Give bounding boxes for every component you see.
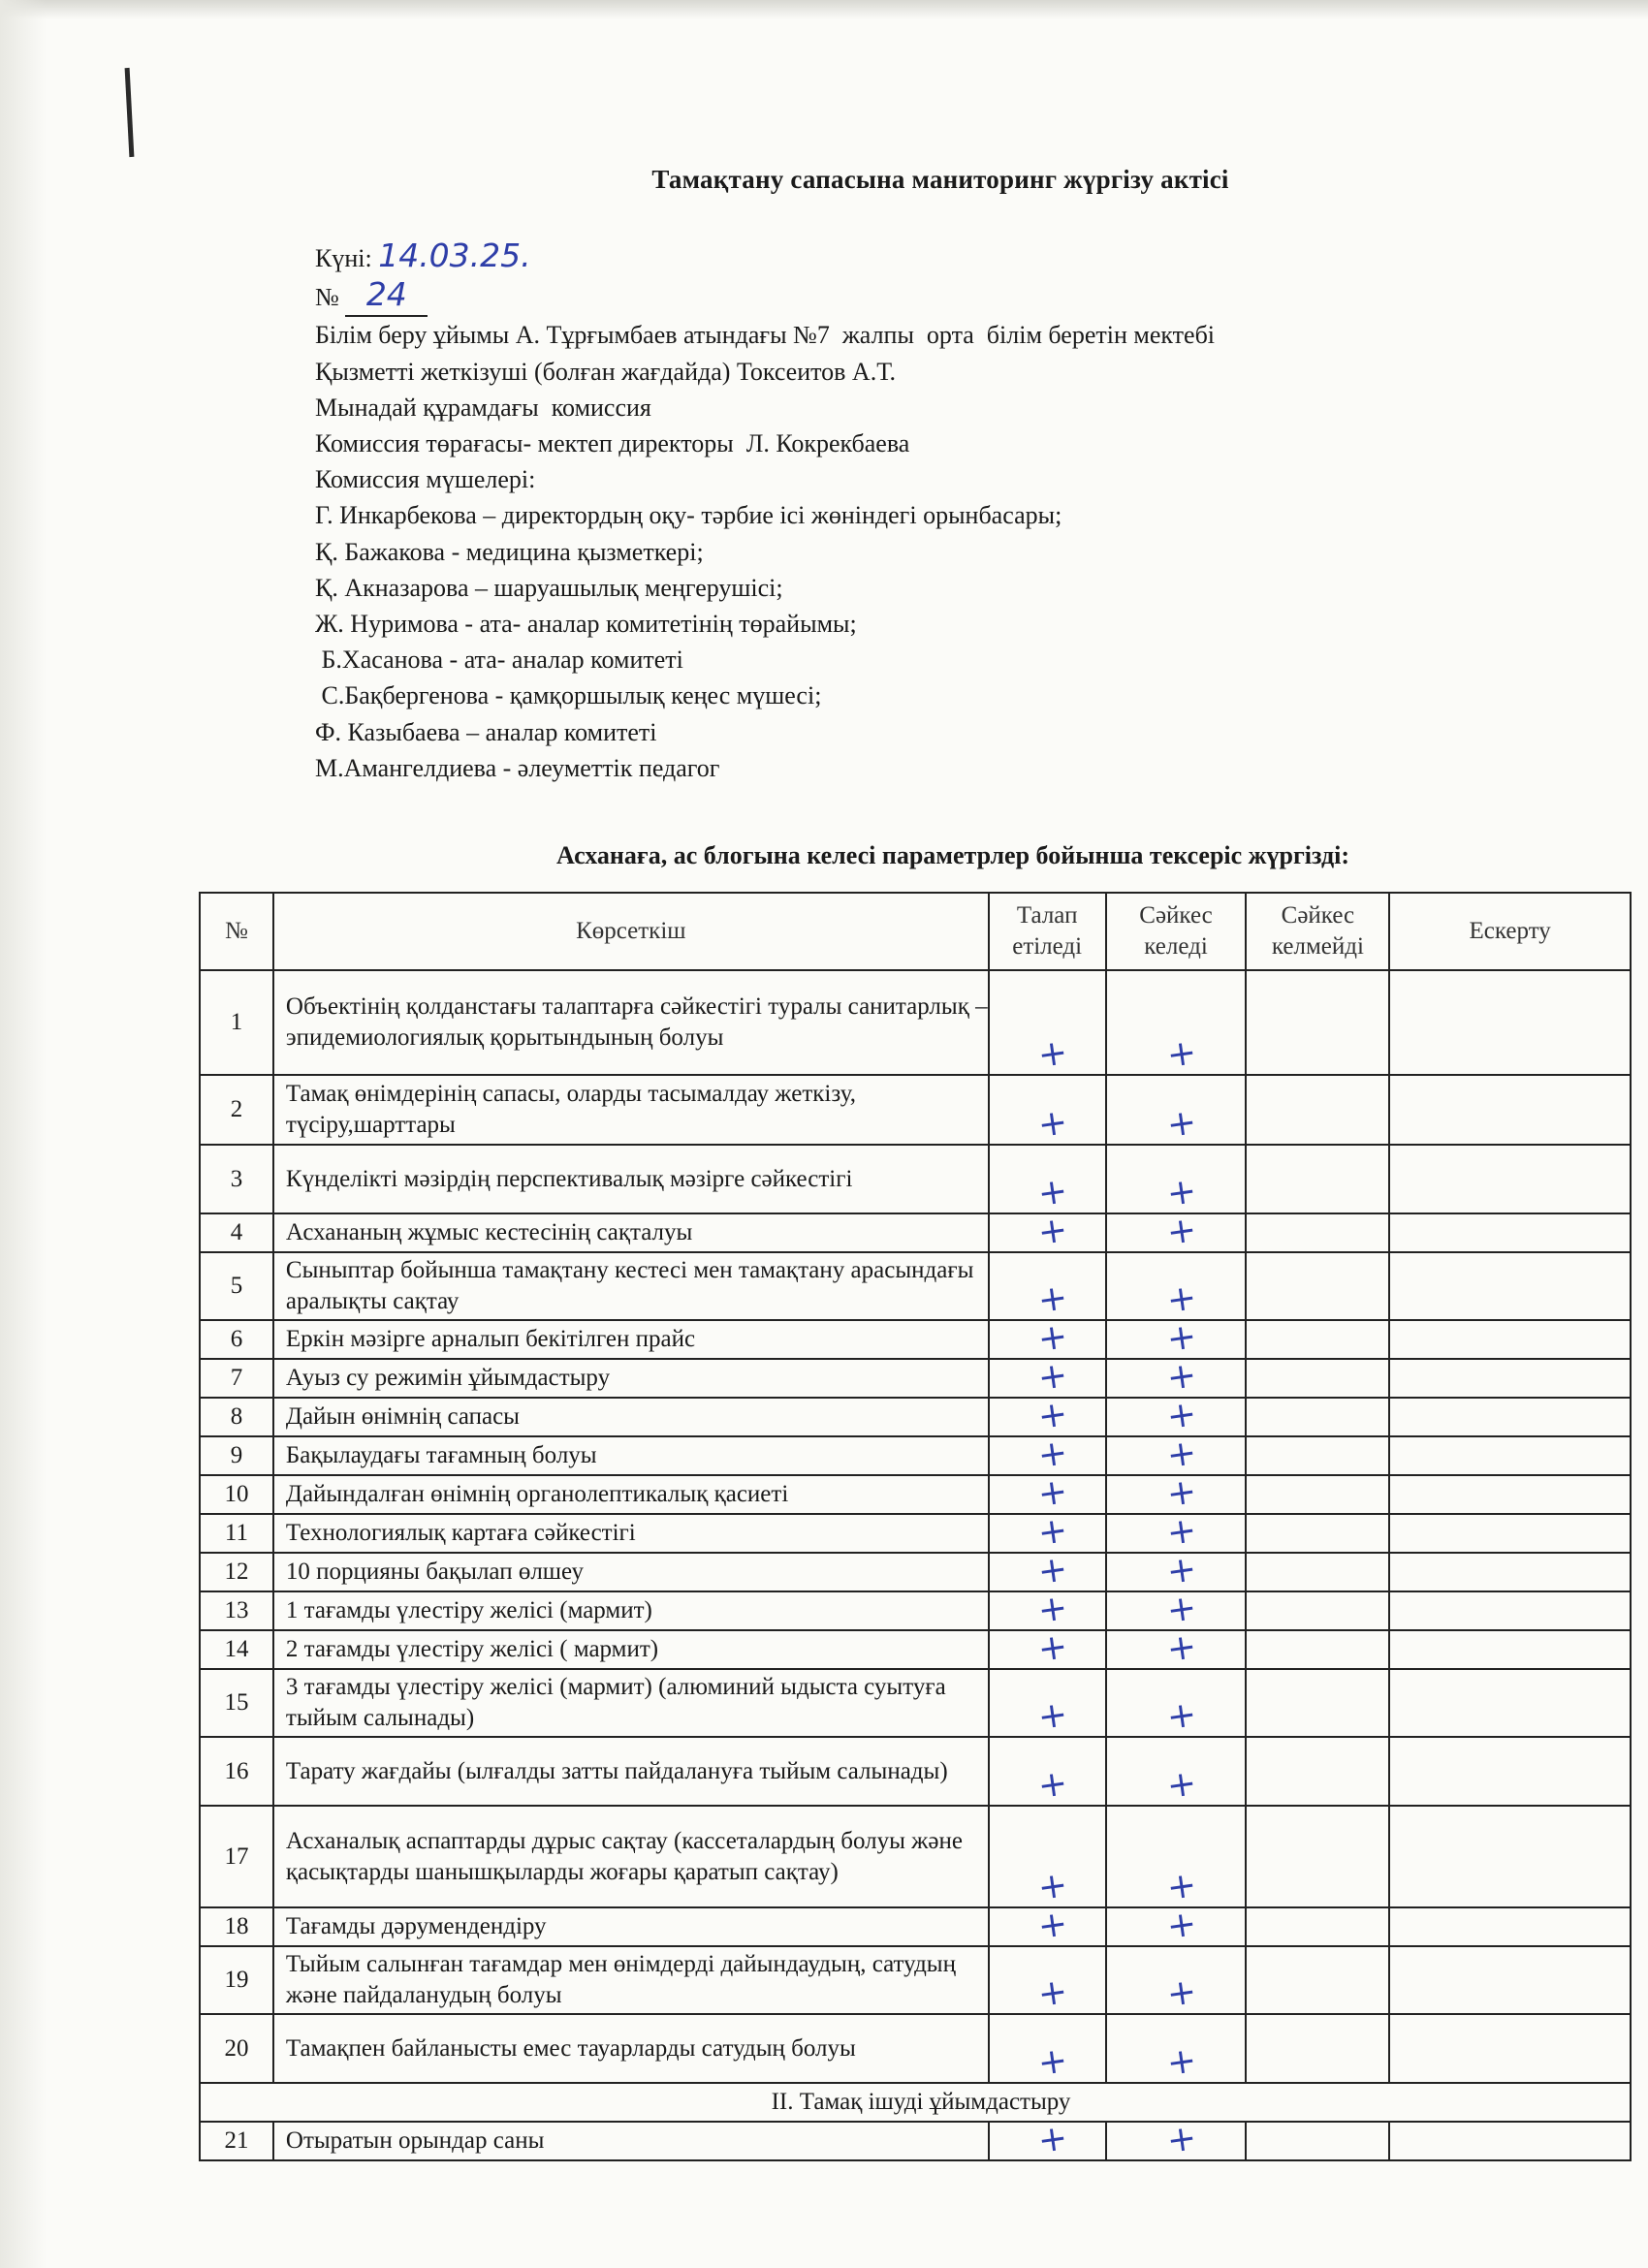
row-required — [989, 1433, 1106, 1476]
scan-edge-top — [0, 0, 1648, 19]
row-complies — [1106, 970, 1247, 1075]
handwritten-plus-mark: + — [1164, 1277, 1199, 1321]
row-indicator: Тамақ өнімдерінің сапасы, оларды тасымалдау жеткізу, түсіру,шарттары — [273, 1075, 989, 1145]
row-complies — [1106, 1549, 1247, 1592]
header-line: Б.Хасанова - ата- аналар комитеті — [315, 646, 683, 675]
row-note — [1389, 2014, 1631, 2083]
row-note — [1389, 1907, 1631, 1946]
row-number: 19 — [200, 1946, 273, 2014]
row-number: 3 — [200, 1145, 273, 1213]
table-row — [200, 1213, 1631, 1252]
handwritten-plus-mark: + — [1035, 1510, 1070, 1554]
handwritten-plus-mark: + — [1164, 2040, 1199, 2084]
row-complies — [1106, 1510, 1247, 1554]
row-required — [989, 1669, 1106, 1737]
handwritten-plus-mark: + — [1164, 1904, 1199, 1947]
row-complies — [1106, 1946, 1247, 2014]
table-row — [200, 1359, 1631, 1398]
handwritten-plus-mark: + — [1035, 1394, 1070, 1437]
handwritten-plus-mark: + — [1035, 1971, 1070, 2015]
row-not-complies — [1246, 1145, 1389, 1213]
header-line: Ж. Нуримова - ата- аналар комитетінің төрайымы; — [315, 610, 857, 639]
row-required — [989, 1588, 1106, 1631]
handwritten-plus-mark: + — [1164, 1694, 1199, 1738]
row-not-complies — [1246, 1591, 1389, 1630]
row-indicator: Тарату жағдайы (ылғалды затты пайдалануға тыйым салынады) — [273, 1737, 989, 1806]
date-value-handwritten: 14.03.25. — [378, 236, 531, 274]
row-required — [989, 2118, 1106, 2161]
header-line: Г. Инкарбекова – директордың оқу- тәрбие ісі жөніндегі орынбасары; — [315, 501, 1062, 530]
handwritten-plus-mark: + — [1164, 1471, 1199, 1515]
row-not-complies — [1246, 1907, 1389, 1946]
handwritten-plus-mark: + — [1035, 1471, 1070, 1515]
row-note — [1389, 1946, 1631, 2014]
row-not-complies — [1246, 1946, 1389, 2014]
header-block — [315, 237, 1215, 786]
row-indicator: Сыныптар бойынша тамақтану кестесі мен тамақтану арасындағы аралықты сақтау — [273, 1252, 989, 1320]
handwritten-plus-mark: + — [1035, 1763, 1070, 1807]
row-not-complies — [1246, 1398, 1389, 1436]
row-complies — [1106, 1626, 1247, 1670]
row-complies — [1106, 1471, 1247, 1515]
row-complies — [1106, 1669, 1247, 1737]
header-lines — [315, 317, 1215, 786]
handwritten-plus-mark: + — [1164, 1588, 1199, 1631]
col-header-indicator: Көрсеткіш — [273, 893, 989, 970]
margin-pen-stroke — [125, 68, 135, 157]
row-not-complies — [1246, 1669, 1389, 1737]
row-indicator: Дайындалған өнімнің органолептикалық қасиеті — [273, 1475, 989, 1514]
row-number: 2 — [200, 1075, 273, 1145]
handwritten-plus-mark: + — [1164, 2118, 1199, 2161]
table-header-row — [200, 893, 1631, 970]
row-complies — [1106, 1210, 1247, 1253]
row-complies — [1106, 1394, 1247, 1437]
row-not-complies — [1246, 1436, 1389, 1475]
row-required — [989, 1510, 1106, 1554]
row-required — [989, 1316, 1106, 1360]
row-note — [1389, 1553, 1631, 1591]
handwritten-plus-mark: + — [1035, 1694, 1070, 1738]
row-number: 4 — [200, 1213, 273, 1252]
row-note — [1389, 1806, 1631, 1907]
row-not-complies — [1246, 1475, 1389, 1514]
row-number: 9 — [200, 1436, 273, 1475]
handwritten-plus-mark: + — [1164, 1171, 1199, 1214]
row-complies — [1106, 2014, 1247, 2083]
row-indicator: Объектінің қолданстағы талаптарға сәйкестігі туралы санитарлық – эпидемиологиялық қорытындының болуы — [273, 970, 989, 1075]
row-not-complies — [1246, 2014, 1389, 2083]
row-indicator: 1 тағамды үлестіру желісі (мармит) — [273, 1591, 989, 1630]
row-note — [1389, 1436, 1631, 1475]
row-number: 12 — [200, 1553, 273, 1591]
handwritten-plus-mark: + — [1164, 1102, 1199, 1146]
number-value-handwritten: 24 — [365, 275, 407, 314]
row-indicator: Тамақпен байланысты емес тауарларды сатудың болуы — [273, 2014, 989, 2083]
row-number: 11 — [200, 1514, 273, 1553]
row-note — [1389, 1145, 1631, 1213]
row-complies — [1106, 1252, 1247, 1320]
row-not-complies — [1246, 1737, 1389, 1806]
row-indicator: 3 тағамды үлестіру желісі (мармит) (алюминий ыдыста суытуға тыйым салынады) — [273, 1669, 989, 1737]
handwritten-plus-mark: + — [1035, 1171, 1070, 1214]
row-number: 18 — [200, 1907, 273, 1946]
table-row — [200, 1737, 1631, 1806]
handwritten-plus-mark: + — [1035, 1626, 1070, 1670]
row-number: 5 — [200, 1252, 273, 1320]
handwritten-plus-mark: + — [1164, 1394, 1199, 1437]
row-complies — [1106, 2118, 1247, 2161]
handwritten-plus-mark: + — [1164, 1210, 1199, 1253]
table-row — [200, 1436, 1631, 1475]
handwritten-plus-mark: + — [1164, 1626, 1199, 1670]
row-complies — [1106, 1588, 1247, 1631]
row-required — [989, 1946, 1106, 2014]
row-indicator: Ауыз су режимін ұйымдастыру — [273, 1359, 989, 1398]
header-line: Комиссия мүшелері: — [315, 465, 536, 494]
table-row — [200, 1252, 1631, 1320]
col-header-num: № — [200, 893, 273, 970]
row-not-complies — [1246, 1213, 1389, 1252]
row-note — [1389, 2122, 1631, 2160]
row-note — [1389, 1213, 1631, 1252]
header-line: Қ. Бажакова - медицина қызметкері; — [315, 537, 704, 566]
row-complies — [1106, 1806, 1247, 1907]
header-line: С.Бақбергенова - қамқоршылық кеңес мүшесі; — [315, 681, 822, 710]
table-row — [200, 1398, 1631, 1436]
handwritten-plus-mark: + — [1164, 1510, 1199, 1554]
row-complies — [1106, 1145, 1247, 1213]
handwritten-plus-mark: + — [1035, 1102, 1070, 1146]
row-not-complies — [1246, 970, 1389, 1075]
handwritten-plus-mark: + — [1164, 1971, 1199, 2015]
row-complies — [1106, 1316, 1247, 1360]
row-required — [989, 2014, 1106, 2083]
section-row — [200, 2083, 1631, 2122]
row-not-complies — [1246, 1320, 1389, 1359]
row-note — [1389, 1252, 1631, 1320]
row-required — [989, 1549, 1106, 1592]
row-indicator: 2 тағамды үлестіру желісі ( мармит) — [273, 1630, 989, 1669]
col-header-required: Талап етіледі — [989, 893, 1106, 970]
handwritten-plus-mark: + — [1035, 1433, 1070, 1476]
date-label: Күні: — [315, 244, 379, 272]
row-not-complies — [1246, 1075, 1389, 1145]
table-row — [200, 970, 1631, 1075]
row-indicator: Тағамды дәрумендендіру — [273, 1907, 989, 1946]
row-number: 13 — [200, 1591, 273, 1630]
row-required — [989, 1806, 1106, 1907]
row-required — [989, 1210, 1106, 1253]
col-header-complies: Сәйкес келеді — [1106, 893, 1247, 970]
monitoring-table — [199, 892, 1632, 2161]
row-required — [989, 1471, 1106, 1515]
table-row — [200, 1145, 1631, 1213]
table-row — [200, 2014, 1631, 2083]
table-row — [200, 1946, 1631, 2014]
table-row — [200, 1669, 1631, 1737]
table-row — [200, 1075, 1631, 1145]
row-note — [1389, 1475, 1631, 1514]
row-indicator: Тыйым салынған тағамдар мен өнімдерді дайындаудың, сатудың және пайдаланудың болуы — [273, 1946, 989, 2014]
row-number: 10 — [200, 1475, 273, 1514]
row-required — [989, 1737, 1106, 1806]
row-number: 8 — [200, 1398, 273, 1436]
row-number: 15 — [200, 1669, 273, 1737]
row-number: 6 — [200, 1320, 273, 1359]
number-line — [315, 276, 1215, 317]
table-row — [200, 1907, 1631, 1946]
row-note — [1389, 1591, 1631, 1630]
header-line: Білім беру ұйымы А. Тұрғымбаев атындағы №7 жалпы орта білім беретін мектебі — [315, 321, 1216, 350]
handwritten-plus-mark: + — [1164, 1549, 1199, 1592]
section-title: II. Тамақ ішуді ұйымдастыру — [200, 2083, 1631, 2122]
handwritten-plus-mark: + — [1164, 1355, 1199, 1399]
row-note — [1389, 1075, 1631, 1145]
handwritten-plus-mark: + — [1035, 1588, 1070, 1631]
row-required — [989, 1075, 1106, 1145]
row-number: 14 — [200, 1630, 273, 1669]
row-number: 21 — [200, 2122, 273, 2160]
handwritten-plus-mark: + — [1164, 1316, 1199, 1360]
row-required — [989, 1394, 1106, 1437]
row-complies — [1106, 1075, 1247, 1145]
row-not-complies — [1246, 2122, 1389, 2160]
row-complies — [1106, 1737, 1247, 1806]
col-header-note: Ескерту — [1389, 893, 1631, 970]
row-complies — [1106, 1904, 1247, 1947]
handwritten-plus-mark: + — [1164, 1032, 1199, 1076]
table-row — [200, 1514, 1631, 1553]
row-not-complies — [1246, 1806, 1389, 1907]
row-note — [1389, 1737, 1631, 1806]
handwritten-plus-mark: + — [1035, 2118, 1070, 2161]
row-note — [1389, 1669, 1631, 1737]
row-required — [989, 1145, 1106, 1213]
row-note — [1389, 1320, 1631, 1359]
row-number: 17 — [200, 1806, 273, 1907]
row-number: 7 — [200, 1359, 273, 1398]
handwritten-plus-mark: + — [1164, 1433, 1199, 1476]
row-required — [989, 1252, 1106, 1320]
row-indicator: Асхананың жұмыс кестесінің сақталуы — [273, 1213, 989, 1252]
row-required — [989, 1355, 1106, 1399]
row-not-complies — [1246, 1359, 1389, 1398]
col-header-not-complies: Сәйкес келмейді — [1246, 893, 1389, 970]
row-note — [1389, 1630, 1631, 1669]
row-note — [1389, 1359, 1631, 1398]
handwritten-plus-mark: + — [1035, 1210, 1070, 1253]
row-not-complies — [1246, 1252, 1389, 1320]
table-body — [200, 970, 1631, 2160]
row-indicator: Отыратын орындар саны — [273, 2122, 989, 2160]
handwritten-plus-mark: + — [1035, 1277, 1070, 1321]
table-row — [200, 1630, 1631, 1669]
date-line — [315, 237, 1215, 276]
row-number: 16 — [200, 1737, 273, 1806]
row-required — [989, 1626, 1106, 1670]
row-indicator: Технологиялық картаға сәйкестігі — [273, 1514, 989, 1553]
handwritten-plus-mark: + — [1164, 1763, 1199, 1807]
row-not-complies — [1246, 1553, 1389, 1591]
row-required — [989, 970, 1106, 1075]
table-title: Асханаға, ас блогына келесі параметрлер бойынша тексеріс жүргізді: — [555, 841, 1350, 869]
row-indicator: Күнделікті мәзірдің перспективалық мәзірге сәйкестігі — [273, 1145, 989, 1213]
document-title: Тамақтану сапасына маниторинг жүргізу актісі — [651, 165, 1229, 194]
table-row — [200, 2122, 1631, 2160]
header-line: Қ. Акназарова – шаруашылық меңгерушісі; — [315, 573, 783, 602]
handwritten-plus-mark: + — [1035, 2040, 1070, 2084]
number-label: № — [315, 283, 346, 312]
row-indicator: 10 порцияны бақылап өлшеу — [273, 1553, 989, 1591]
table-row — [200, 1553, 1631, 1591]
row-not-complies — [1246, 1514, 1389, 1553]
row-number: 20 — [200, 2014, 273, 2083]
table-row — [200, 1591, 1631, 1630]
row-note — [1389, 1514, 1631, 1553]
row-note — [1389, 970, 1631, 1075]
handwritten-plus-mark: + — [1035, 1355, 1070, 1399]
row-indicator: Еркін мәзірге арналып бекітілген прайс — [273, 1320, 989, 1359]
handwritten-plus-mark: + — [1035, 1032, 1070, 1076]
handwritten-plus-mark: + — [1035, 1865, 1070, 1908]
handwritten-plus-mark: + — [1035, 1316, 1070, 1360]
row-not-complies — [1246, 1630, 1389, 1669]
row-indicator: Бақылаудағы тағамның болуы — [273, 1436, 989, 1475]
row-indicator: Дайын өнімнің сапасы — [273, 1398, 989, 1436]
row-complies — [1106, 1355, 1247, 1399]
header-line: М.Амангелдиева - әлеуметтік педагог — [315, 753, 720, 782]
table-row — [200, 1320, 1631, 1359]
header-line: Қызметті жеткізуші (болған жағдайда) Токсеитов А.Т. — [315, 357, 896, 386]
row-indicator: Асханалық аспаптарды дұрыс сақтау (кассеталардың болуы және қасықтарды шанышқыларды жоғары қаратып сақтау) — [273, 1806, 989, 1907]
header-line: Ф. Казыбаева – аналар комитеті — [315, 717, 657, 746]
table-row — [200, 1806, 1631, 1907]
handwritten-plus-mark: + — [1035, 1904, 1070, 1947]
header-line: Комиссия төрағасы- мектеп директоры Л. Кокрекбаева — [315, 429, 910, 458]
handwritten-plus-mark: + — [1035, 1549, 1070, 1592]
row-complies — [1106, 1433, 1247, 1476]
scan-edge-left — [0, 0, 47, 2268]
row-number: 1 — [200, 970, 273, 1075]
row-required — [989, 1904, 1106, 1947]
table-row — [200, 1475, 1631, 1514]
handwritten-plus-mark: + — [1164, 1865, 1199, 1908]
row-note — [1389, 1398, 1631, 1436]
header-line: Мынадай құрамдағы комиссия — [315, 393, 651, 422]
